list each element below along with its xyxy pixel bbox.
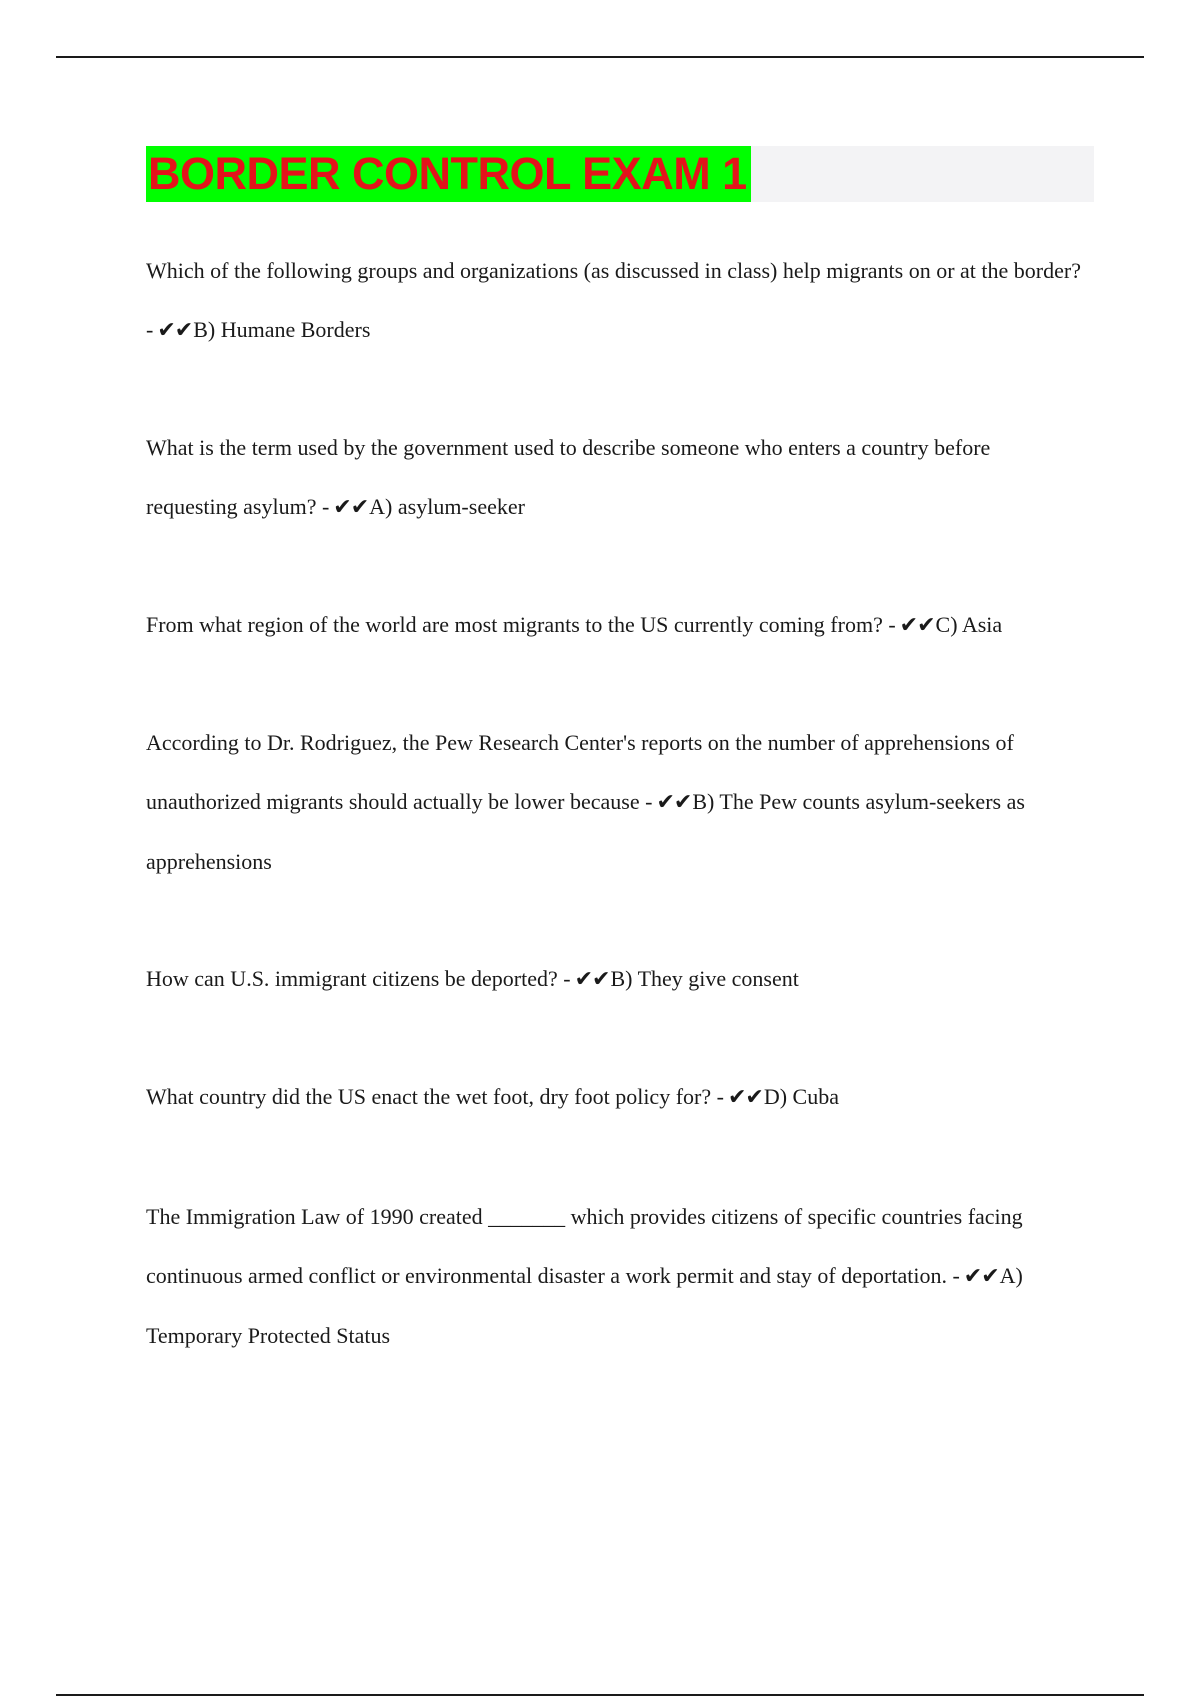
answer-text: D) Cuba	[763, 1084, 839, 1109]
double-check-icon: ✔✔	[899, 613, 935, 638]
top-rule	[56, 56, 1144, 58]
question-item	[146, 949, 1086, 1009]
question-text: What country did the US enact the wet foot, dry foot policy for? -	[146, 1084, 724, 1109]
double-check-icon: ✔✔	[157, 318, 193, 343]
question-item	[146, 241, 1086, 360]
double-check-icon: ✔✔	[333, 495, 369, 520]
question-text: What is the term used by the government used to describe someone who enters a country before requesting asylum? -	[146, 435, 991, 519]
question-text: The Immigration Law of 1990 created _______ which provides citizens of specific countries facing continuous armed conflict or environmental disaster a work permit and stay of deportation. -	[146, 1204, 1023, 1288]
question-text: How can U.S. immigrant citizens be deported? -	[146, 966, 571, 991]
question-item	[146, 595, 1086, 655]
double-check-icon: ✔✔	[963, 1264, 999, 1289]
answer-text: B) Humane Borders	[193, 317, 371, 342]
answer-text: A) asylum-seeker	[369, 494, 525, 519]
question-text: From what region of the world are most migrants to the US currently coming from? -	[146, 612, 896, 637]
answer-text: C) Asia	[935, 612, 1003, 637]
answer-text: B) The Pew counts asylum-seekers as apprehensions	[146, 789, 1025, 874]
double-check-icon: ✔✔	[727, 1085, 763, 1110]
question-text: Which of the following groups and organizations (as discussed in class) help migrants on or at the border? -	[146, 258, 1081, 342]
answer-text: B) They give consent	[610, 966, 799, 991]
answer-text: A) Temporary Protected Status	[146, 1263, 1023, 1348]
question-text: According to Dr. Rodriguez, the Pew Research Center's reports on the number of apprehensions of unauthorized migrants should actually be lower because -	[146, 730, 1014, 814]
question-item	[146, 1187, 1086, 1365]
question-item	[146, 1067, 1086, 1127]
question-item	[146, 713, 1086, 891]
bottom-rule	[56, 1694, 1144, 1696]
question-list	[146, 241, 1086, 1423]
double-check-icon: ✔✔	[656, 790, 692, 815]
double-check-icon: ✔✔	[574, 967, 610, 992]
document-title: BORDER CONTROL EXAM 1	[146, 146, 751, 202]
question-item	[146, 418, 1086, 537]
